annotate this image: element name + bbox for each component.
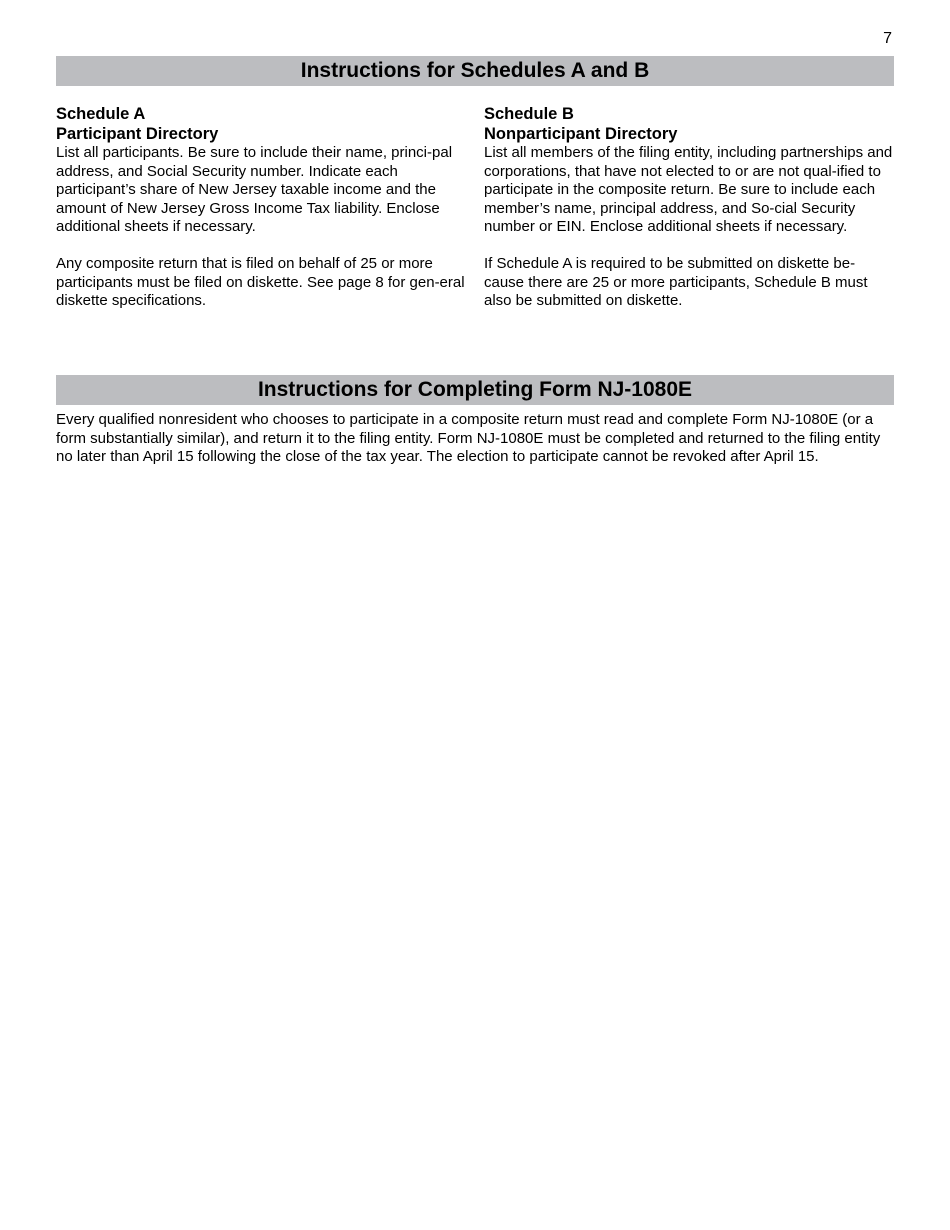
schedule-b-column [484, 104, 894, 311]
schedule-b-paragraph-1: List all members of the filing entity, including partnerships and corporations, that have not elected to or are not qual-ified to participate in the composite return. Be sure to include each member’s name, principal address, and So-cial Security number or EIN. Enclose additional sheets if necessary. [484, 144, 893, 236]
schedule-a-paragraph-2: Any composite return that is filed on behalf of 25 or more participants must be filed on diskette. See page 8 for gen-eral diskette specifications. [56, 254, 465, 310]
schedules-ab-section-title: Instructions for Schedules A and B [56, 56, 894, 86]
page-number: 7 [883, 30, 892, 47]
schedule-b-paragraph-2: If Schedule A is required to be submitted on diskette be-cause there are 25 or more participants, Schedule B must also be submitted on diskette. [484, 254, 868, 310]
schedule-a-heading: Schedule A [56, 105, 146, 123]
schedule-a-subheading: Participant Directory [56, 125, 219, 143]
nj-1080e-paragraph: Every qualified nonresident who chooses to participate in a composite return must read and complete Form NJ-1080E (or a form substantially similar), and return it to the filing entity. Form NJ-1080E must be completed and returned to the filing entity no later than April 15 following the close of the tax year. The election to participate cannot be revoked after April 15. [56, 411, 881, 466]
nj-1080e-section-title: Instructions for Completing Form NJ-1080E [56, 375, 894, 405]
schedule-a-column [56, 104, 466, 311]
schedule-b-subheading: Nonparticipant Directory [484, 125, 678, 143]
schedule-b-heading: Schedule B [484, 105, 574, 123]
schedule-a-paragraph-1: List all participants. Be sure to include their name, princi-pal address, and Social Security number. Indicate each participant’s share of New Jersey taxable income and the amount of New Jersey Gross Income Tax liability. Enclose additional sheets if necessary. [56, 144, 453, 236]
